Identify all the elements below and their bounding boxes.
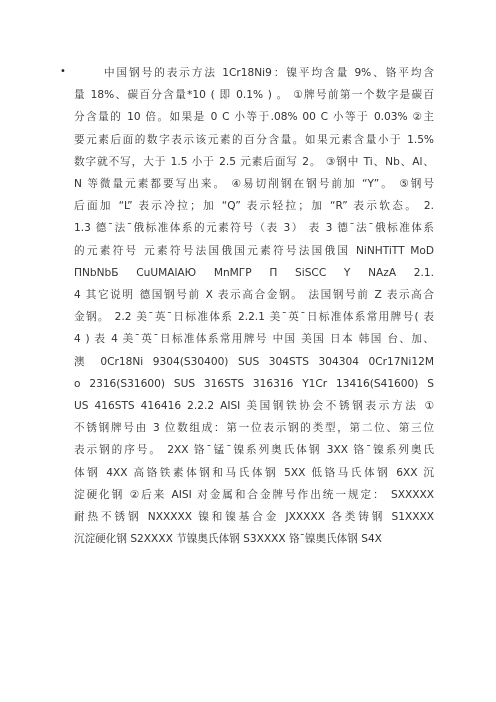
text-line: 分含量的 10 倍。如果是 0 C 小等于.08% 00 C 小等于 0.03% ②主 bbox=[74, 111, 434, 124]
text-line: 4 ) 表 4 美¯英¯日标准体系常用牌号 中国 美国 日本 韩国 台、加、 bbox=[74, 333, 434, 346]
text-line: 数字就不写，大于 1.5 小于 2.5 元素后面写 2。 ③钢中 Ti、Nb、Al、 bbox=[74, 155, 434, 168]
text-line: 后面加 “L” 表示冷拉；加 “Q” 表示轻拉；加 “R” 表示软态。 2. bbox=[74, 200, 434, 213]
text-line: N 等微量元素都要写出来。 ④易切削钢在钢号前加 “Y”。 ⑤钢号 bbox=[74, 178, 434, 191]
text-line: 4 其它说明 德国钢号前 X 表示高合金钢。 法国钢号前 Z 表示高合 bbox=[74, 289, 434, 302]
text-line: 沉淀硬化钢 S2XXXX 节镍奥氏体钢 S3XXXX 铬¯镍奥氏体钢 S4X bbox=[74, 533, 382, 546]
text-line: 体钢 4XX 高铬铁素体钢和马氏体钢 5XX 低铬马氏体钢 6XX 沉 bbox=[74, 466, 434, 479]
text-line: 淀硬化钢 ②后来 AISI 对金属和合金牌号作出统一规定： SXXXXX bbox=[74, 488, 434, 501]
text-line: 金钢。 2.2 美¯英¯日标准体系 2.2.1 美¯英¯日标准体系常用牌号( 表 bbox=[74, 311, 434, 324]
text-line: 中国钢号的表示方法 1Cr18Ni9：镍平均含量 9%、铬平均含 bbox=[104, 67, 434, 79]
text-line: ПNbNbБ CuUMAlAЮ MnMГР П SiSCC Y NAzA 2.1. bbox=[74, 266, 434, 279]
text-line: 的元素符号 元素符号法国俄国元素符号法国俄国 NiNHTiTT MoD bbox=[74, 244, 434, 257]
text-line: o 2316(S31600) SUS 316STS 316316 Y1Cr 13416(S41600) S bbox=[74, 377, 434, 390]
text-line: 1.3 德¯法¯俄标准体系的元素符号（表 3） 表 3 德¯法¯俄标准体系 bbox=[74, 222, 434, 235]
document-paragraph bbox=[74, 62, 434, 550]
text-line: 不锈钢牌号由 3 位数组成：第一位表示钢的类型，第二位、第三位 bbox=[74, 422, 434, 435]
text-line: 耐热不锈钢 NXXXXX 镍和镍基合金 JXXXXX 各类铸钢 S1XXXX bbox=[74, 511, 434, 524]
text-line: 量 18%、碳百分含量*10 ( 即 0.1% ) 。 ①牌号前第一个数字是碳百 bbox=[74, 89, 434, 102]
text-line: 表示钢的序号。 2XX 铬¯锰¯镍系列奥氏体钢 3XX 铬¯镍系列奥氏 bbox=[74, 444, 434, 457]
text-line: 澳 0Cr18Ni 9304(S30400) SUS 304STS 304304 0Cr17Ni12M bbox=[74, 355, 434, 368]
text-line: US 416STS 416416 2.2.2 AISI 美国钢铁协会不锈钢表示方法 ① bbox=[74, 400, 434, 413]
list-bullet: • bbox=[60, 66, 66, 77]
text-line: 要元素后面的数字表示该元素的百分含量。如果元素含量小于 1.5% bbox=[74, 133, 434, 146]
